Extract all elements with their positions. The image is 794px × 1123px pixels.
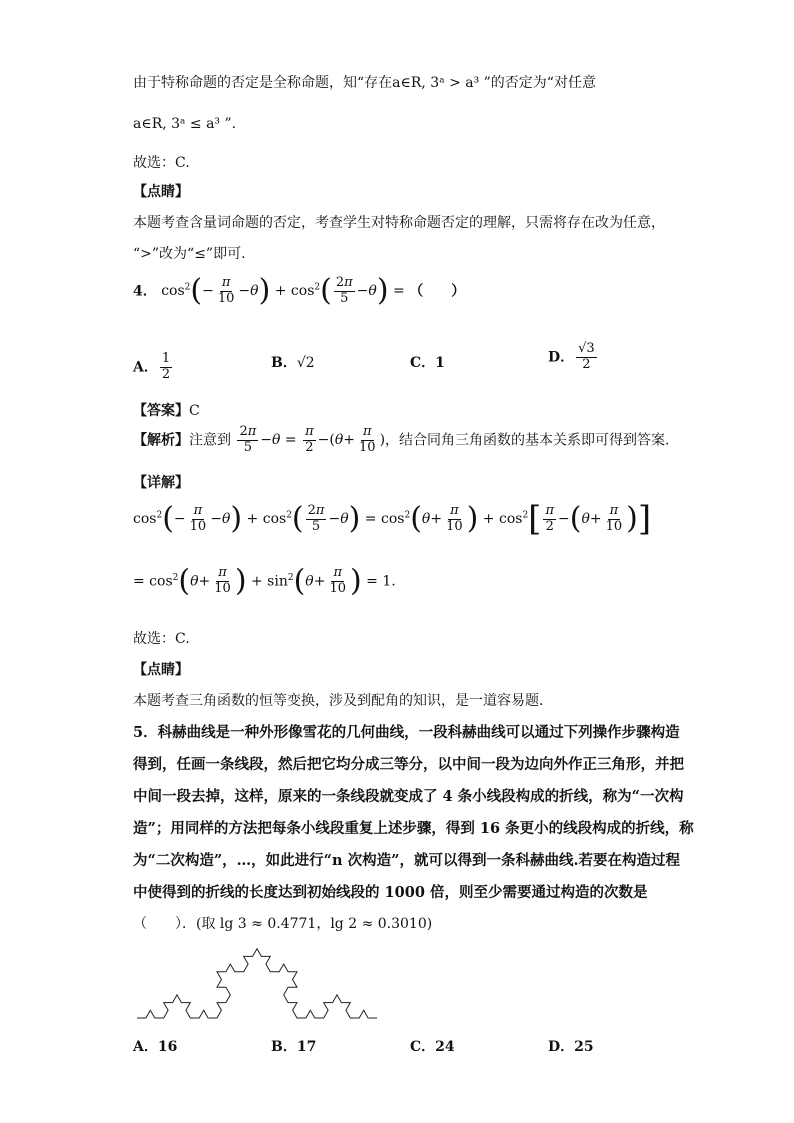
q4-option-a: A． $\frac{1}{2}$	[133, 351, 171, 382]
intro-line-1: 由于特称命题的否定是全称命题，知“存在a∈R, 3ᵃ > a³ ”的否定为“对任意	[133, 75, 596, 91]
q4-option-b: B．√2	[271, 355, 315, 371]
analysis-tag: 【解析】	[133, 432, 189, 449]
q5-options	[133, 1036, 653, 1056]
intro-line-2: a∈R, 3ᵃ ≤ a³ ”.	[133, 116, 237, 132]
q4-pick: 故选：C.	[133, 631, 190, 647]
q5-option-d: D．25	[548, 1039, 594, 1055]
q4-option-d: D． $\frac{√3}{2}$	[548, 341, 595, 372]
q5-option-c: C．24	[410, 1039, 455, 1055]
q4-options	[133, 342, 653, 382]
q5-line-3: 中间一段去掉，这样，原来的一条线段就变成了 4 条小线段构成的折线，称为“一次构	[133, 788, 684, 805]
q4-review-text: 本题考查三角函数的恒等变换，涉及到配角的知识，是一道容易题.	[133, 693, 544, 709]
review-label: 【点睛】	[133, 184, 189, 200]
detail-tag: 【详解】	[133, 475, 189, 491]
q5-line-1: 5．科赫曲线是一种外形像雪花的几何曲线，一段科赫曲线可以通过下列操作步骤构造	[133, 724, 680, 741]
analysis-post: ，结合同角三角函数的基本关系即可得到答案.	[385, 432, 670, 449]
q4-stem	[133, 273, 466, 309]
answer-value: C	[189, 403, 200, 419]
koch-curve-figure	[133, 944, 383, 1024]
review-line-1: 本题考查含量词命题的否定，考查学生对特称命题否定的理解，只需将存在改为任意，	[133, 215, 665, 231]
q4-option-c: C．1	[410, 355, 445, 371]
q5-option-b: B．17	[271, 1039, 317, 1055]
q4-number: 4．	[133, 283, 157, 300]
q5-option-a: A．16	[133, 1039, 178, 1055]
q4-answer	[133, 400, 200, 420]
q5-hint: （ ）．(取 lg 3 ≈ 0.4771，lg 2 ≈ 0.3010)	[133, 916, 433, 932]
review-line-2: “>”改为“≤”即可.	[133, 246, 246, 262]
answer-tag: 【答案】	[133, 403, 189, 419]
q4-review-label: 【点睛】	[133, 662, 189, 678]
q5-line-4: 造”；用同样的方法把每条小线段重复上述步骤，得到 16 条更小的线段构成的折线，称	[133, 820, 694, 837]
koch-curve-line	[137, 949, 377, 1018]
analysis-pre: 注意到	[189, 432, 231, 449]
q4-analysis	[133, 425, 669, 456]
q4-paren: （ ）	[409, 283, 466, 300]
q5-line-2: 得到，任画一条线段，然后把它均分成三等分，以中间一段为边向外作正三角形，并把	[133, 756, 684, 773]
q4-expression: $\cos^2(-$ $\frac{\pi}{10}$ $-\theta) + \cos^2$( $\frac{2\pi}{5}$ −θ) =	[161, 273, 405, 309]
detail-line-2: = $\cos^2(\theta+$ $\frac{\pi}{10}$ ) + $\sin^2(\theta+$ $\frac{\pi}{10}$ ) = 1.	[133, 563, 396, 599]
q5-line-5: 为“二次构造”，…，如此进行“n 次构造”，就可以得到一条科赫曲线.若要在构造过程	[133, 852, 680, 869]
intro-answer-pick: 故选：C.	[133, 155, 190, 171]
detail-line-1: $\cos^2(-$ $\frac{\pi}{10}$ $-\theta) + \cos^2$( $\frac{2\pi}{5}$ $-\theta) = \cos^2(\theta+$ $\frac{\pi}{10}$ ) + $\cos^2$[ $\frac{\pi}{2}$ −(θ+ $\frac{\pi}{10}$ )]	[133, 499, 652, 539]
analysis-formula: $\frac{2\pi}{5}$ −θ = $\frac{\pi}{2}$ −(θ+ $\frac{\pi}{10}$ )	[239, 424, 386, 455]
q5-line-6: 中使得到的折线的长度达到初始线段的 1000 倍，则至少需要通过构造的次数是	[133, 884, 648, 901]
